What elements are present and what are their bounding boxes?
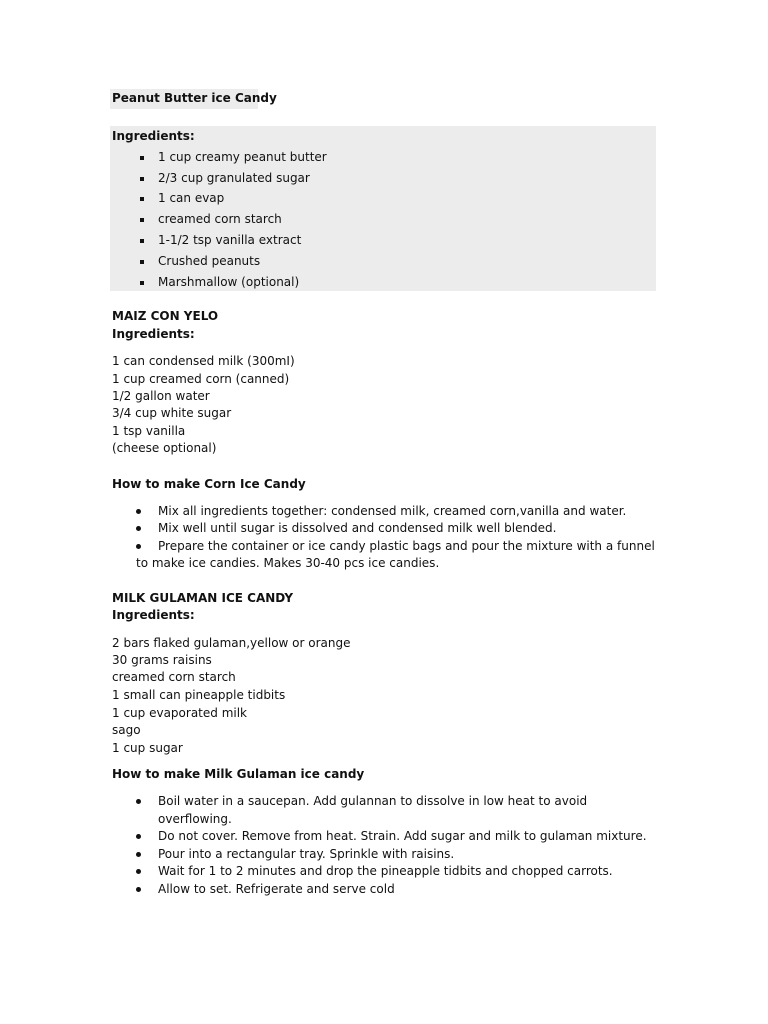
recipe3-ingredients-heading: Ingredients: xyxy=(112,608,195,622)
bullet-icon xyxy=(136,852,141,857)
document-page: Peanut Butter ice Candy Ingredients: 1 cup creamy peanut butter 2/3 cup granulated sugar 1 can evap creamed corn starch 1-1/2 tsp vanilla extract Crushed peanuts Marshmallow (optional) MAIZ CON YELO Ingredients: 1 can condensed milk (300mI) 1 cup creamed corn (canned) 1/2 gallon water 3/4 cup white sugar 1 tsp vanilla (cheese optional) How to make Corn Ice Candy Mix all ingredients together: condensed milk, creamed corn,vanilla and water. Mix well until sugar is dissolved and condensed milk well blended. Prepare the container or ice candy plastic bags and pour the mixture with a funnel to make ice candies. Makes 30-40 pcs ice candies. MILK GULAMAN ICE CANDY Ingredients: 2 bars flaked gulaman,yellow or orange 30 grams raisins creamed corn starch 1 small can pineapple tidbits 1 cup evaporated milk sago 1 cup sugar How to make Milk Gulaman ice candy Boil water in a saucepan. Add gulannan to dissolve in low heat to avoid overflowing. Do not cover. Remove from heat. Strain. Add sugar and milk to gulaman mixture. Pour into a rectangular tray. Sprinkle with raisins. Wait for 1 to 2 minutes and drop the pineapple tidbits and chopped carrots. Allow to set. Refrigerate and serve cold xyxy=(112,91,655,896)
recipe2-title: MAIZ CON YELO xyxy=(112,309,219,323)
list-item: 3/4 cup white sugar xyxy=(112,406,232,420)
recipe2-howto-heading: How to make Corn Ice Candy xyxy=(112,477,306,491)
list-item: sago xyxy=(112,723,141,737)
bullet-icon xyxy=(136,526,141,531)
recipe1-title: Peanut Butter ice Candy xyxy=(112,91,277,105)
list-item: 1 cup sugar xyxy=(112,741,183,755)
bullet-icon xyxy=(136,799,141,804)
list-item: (cheese optional) xyxy=(112,441,217,455)
list-item: 1/2 gallon water xyxy=(112,389,210,403)
square-bullet-icon xyxy=(140,177,144,181)
list-item: 1 small can pineapple tidbits xyxy=(112,688,286,702)
square-bullet-icon xyxy=(140,156,144,160)
list-item: 1 cup creamed corn (canned) xyxy=(112,372,290,386)
list-item: 1 tsp vanilla xyxy=(112,424,186,438)
list-item: 1 cup evaporated milk xyxy=(112,706,247,720)
bullet-icon xyxy=(136,544,141,549)
square-bullet-icon xyxy=(140,281,144,285)
square-bullet-icon xyxy=(140,218,144,222)
step-continuation: to make ice candies. Makes 30-40 pcs ice candies. xyxy=(136,556,440,570)
step-continuation: overflowing. xyxy=(158,812,232,826)
list-item: 1 can condensed milk (300mI) xyxy=(112,354,295,368)
square-bullet-icon xyxy=(140,197,144,201)
recipe3-title: MILK GULAMAN ICE CANDY xyxy=(112,591,294,605)
bullet-icon xyxy=(136,887,141,892)
bullet-icon xyxy=(136,834,141,839)
recipe3-howto-heading: How to make Milk Gulaman ice candy xyxy=(112,767,365,781)
bullet-icon xyxy=(136,869,141,874)
list-item: 30 grams raisins xyxy=(112,653,212,667)
list-item: creamed corn starch xyxy=(112,670,236,684)
square-bullet-icon xyxy=(140,239,144,243)
recipe2-ingredients-heading: Ingredients: xyxy=(112,327,195,341)
square-bullet-icon xyxy=(140,260,144,264)
list-item: 2 bars flaked gulaman,yellow or orange xyxy=(112,636,351,650)
bullet-icon xyxy=(136,509,141,514)
recipe1-ingredients-heading: Ingredients: xyxy=(112,129,195,143)
